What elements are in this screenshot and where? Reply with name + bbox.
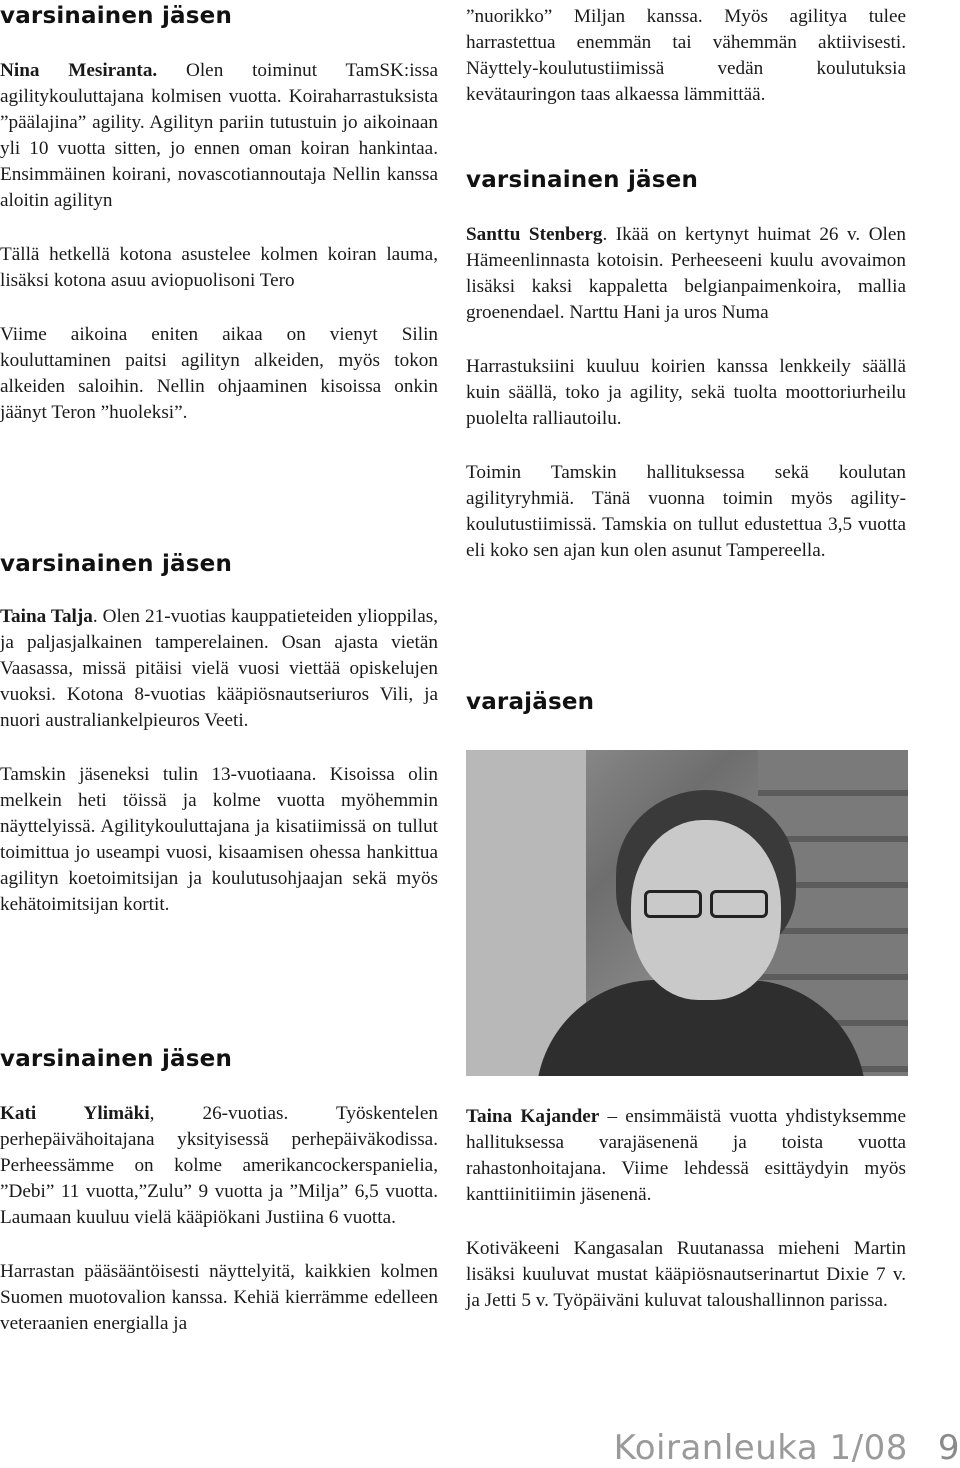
heading-varsinainen-jasen-3: varsinainen jäsen: [0, 1046, 233, 1072]
santtu-paragraph-3: Toimin Tamskin hallituksessa sekä koulutan agilityryhmiä. Tänä vuonna toimin myös agility-koulutustiimissä. Tamskia on tullut edustettua 3,5 vuotta eli koko sen ajan kun olen asunut Tampereella.: [466, 462, 906, 561]
kajander-paragraph-2: Kotiväkeeni Kangasalan Ruutanassa mieheni Martin lisäksi kuuluvat mustat kääpiösnautserinartut Dixie 7 v. ja Jetti 5 v. Työpäiväni kuluvat taloushallinnon parissa.: [466, 1238, 906, 1311]
santtu-intro: Santtu Stenberg. Ikää on kertynyt huimat 26 v. Olen Hämeenlinnasta kotoisin. Perheeseeni kuulu avovaimon lisäksi kaksi kappaletta belgianpaimenkoira, mallia groenendael. Narttu Hani ja uros Numa: [466, 224, 906, 323]
section-kati: [0, 1045, 438, 1337]
heading-varsinainen-jasen-4: varsinainen jäsen: [466, 167, 699, 193]
kati-intro: Kati Ylimäki, 26-vuotias. Työskentelen perhepäivähoitajana yksityisessä perhepäiväkodissa. Perheessämme on kolme amerikancockerspanielia, ”Debi” 11 vuotta,”Zulu” 9 vuotta ja ”Milja” 6,5 vuotta. Laumaan kuuluu vielä kääpiökani Justiina 6 vuotta.: [0, 1103, 438, 1228]
nina-paragraph-3: Viime aikoina eniten aikaa on vienyt Silin kouluttaminen paitsi agilityn alkeiden, myös tokon alkeiden saloihin. Nellin ohjaaminen kisoissa onkin jäänyt Teron ”huoleksi”.: [0, 324, 438, 423]
santtu-paragraph-2: Harrastuksiini kuuluu koirien kanssa lenkkeily säällä kuin säällä, toko ja agility, sekä tuolta moottoriurheilu puolelta ralliautoilu.: [466, 356, 906, 429]
glasses-shape: [644, 890, 768, 914]
name-taina-talja: Taina Talja: [0, 606, 93, 627]
section-kajander: [466, 1104, 906, 1314]
kati-paragraph-2: Harrastan pääsääntöisesti näyttelyitä, kaikkien kolmen Suomen muotovalion kanssa. Kehiä kierrämme edelleen veteraanien energialla ja: [0, 1261, 438, 1334]
nina-paragraph-2: Tällä hetkellä kotona asustelee kolmen koiran lauma, lisäksi kotona asuu aviopuolisoni Tero: [0, 244, 438, 291]
section-santtu: [466, 166, 906, 564]
heading-varajasen: varajäsen: [466, 689, 595, 715]
heading-varsinainen-jasen: varsinainen jäsen: [0, 3, 233, 29]
name-nina: Nina Mesiranta.: [0, 60, 158, 81]
page-number: 9: [937, 1428, 960, 1468]
name-kajander: Taina Kajander: [466, 1106, 600, 1127]
name-kati: Kati Ylimäki: [0, 1103, 150, 1124]
portrait-photo: [466, 750, 908, 1076]
heading-varsinainen-jasen-2: varsinainen jäsen: [0, 551, 233, 577]
section-nina: [0, 2, 438, 426]
section-varajasen-heading: [466, 688, 906, 716]
name-santtu: Santtu Stenberg: [466, 224, 603, 245]
continuation-text: [466, 4, 906, 108]
magazine-issue: Koiranleuka 1/08: [613, 1428, 908, 1468]
page-footer: [614, 1428, 960, 1468]
taina-intro: Taina Talja. Olen 21-vuotias kauppatieteiden ylioppilas, ja paljasjalkainen tamperelainen. Osan ajasta vietän Vaasassa, missä pitäisi vielä vuosi viettää opiskelujen vuoksi. Kotona 8-vuotias kääpiösnautseriuros Vili, ja nuori australiankelpieuros Veeti.: [0, 606, 439, 731]
taina-paragraph-2: Tamskin jäseneksi tulin 13-vuotiaana. Kisoissa olin melkein heti töissä ja kolme vuotta myöhemmin näyttelyissä. Agilitykouluttajana ja kisatiimissä on tullut toimittua jo useampi vuosi, kisaamisen ohessa hankittua agilityn koetoimitsijan ja koulutusohjaajan sekä myös kehätoimitsijan kortit.: [0, 764, 438, 915]
nina-intro: Nina Mesiranta. Olen toiminut TamSK:issa agilitykouluttajana kolmisen vuotta. Koiraharrastuksista ”päälajina” agility. Agilityn pariin tutustuin jo aikoinaan yli 10 vuotta sitten, jo ennen oman koiran hankintaa. Ensimmäinen koirani, novascotiannoutaja Nellin kanssa aloitin agilityn: [0, 60, 438, 211]
kati-continuation: ”nuorikko” Miljan kanssa. Myös agilitya tulee harrastettua enemmän tai vähemmän aktiivisesti. Näyttely-koulutustiimissä vedän koulutuksia kevätauringon taas alkaessa lämmittää.: [466, 6, 906, 105]
section-taina-talja: [0, 550, 438, 918]
kajander-intro: Taina Kajander – ensimmäistä vuotta yhdistyksemme hallituksessa varajäsenenä ja toista vuotta rahastonhoitajana. Viime lehdessä esittäydyin myös kanttiinitiimin jäsenenä.: [466, 1106, 906, 1205]
